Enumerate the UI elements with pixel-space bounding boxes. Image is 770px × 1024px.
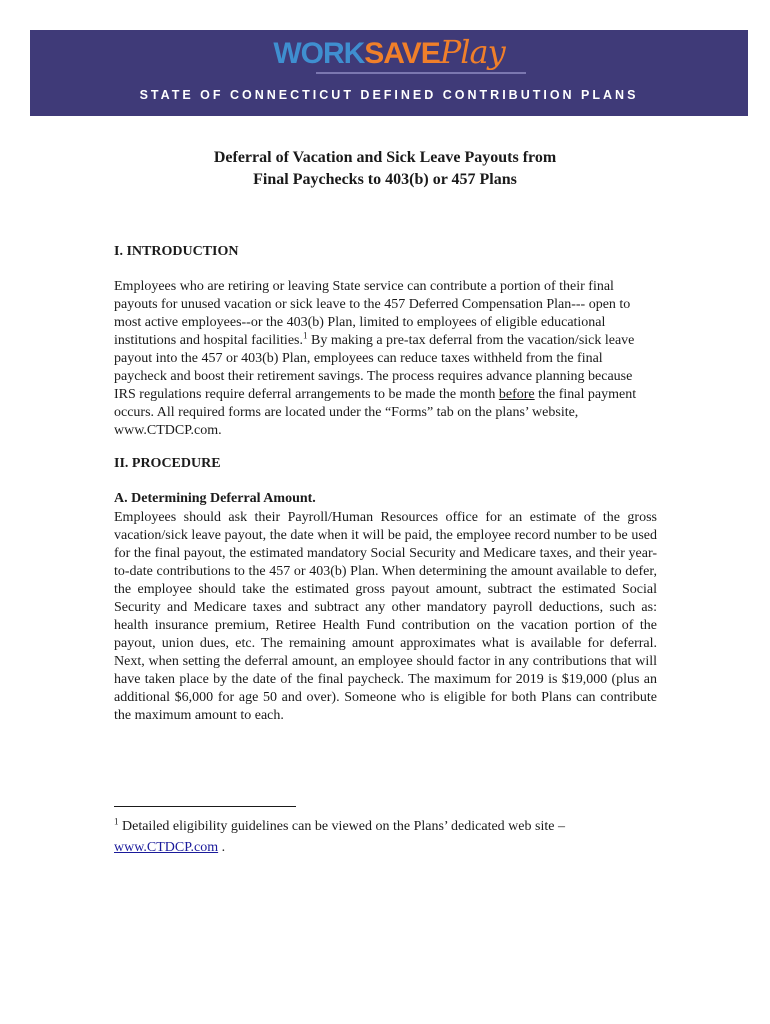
logo-play-text: Play bbox=[439, 33, 505, 71]
footnote-line-1 bbox=[114, 816, 674, 837]
footnote-reference[interactable]: 1 bbox=[302, 330, 308, 341]
procedure-paragraph: Employees should ask their Payroll/Human Resources office for an estimate of the gross vacation/sick leave payout, the date when it will be paid, the employee record number to be used for the final payout, the estimated mandatory Social Security and Medicare taxes, and their year-to-date contributions to the 457 or 403(b) Plan. When determining the amount available to defer, the employee should take the estimated gross payout amount, subtract the estimated Social Security and Medicare taxes and subtract any other mandatory payroll deductions, such as: health insurance premium, Retiree Health Fund contribution on the vacation portion of the payout, union dues, etc. The remaining amount approximates what is available for deferral. Next, when setting the deferral amount, an employee should factor in any contributions that will have taken place by the date of the final paycheck. The maximum for 2019 is $19,000 (plus an additional $6,000 for age 50 and over). Someone who is eligible for both Plans can contribute the maximum amount to each. bbox=[114, 510, 657, 723]
intro-text-1: Employees who are retiring or leaving State service can contribute a portion of their final payouts for unused vacation or sick leave to the 457 Deferred Compensation Plan--- open to most active employees--or the 403(b) Plan, limited to employees of eligible educational institutions and hospital facilities. bbox=[114, 279, 631, 348]
title-line-2: Final Paychecks to 403(b) or 457 Plans bbox=[253, 171, 517, 188]
footnote-divider bbox=[114, 806, 296, 807]
section-heading-introduction: I. INTRODUCTION bbox=[114, 244, 239, 259]
footnote bbox=[114, 816, 674, 858]
document-title bbox=[100, 147, 670, 191]
banner-subtitle: STATE OF CONNECTICUT DEFINED CONTRIBUTION PLANS bbox=[139, 88, 639, 102]
footnote-trailing: . bbox=[218, 840, 226, 855]
logo-work-text: WORK bbox=[273, 37, 365, 70]
footnote-text: Detailed eligibility guidelines can be viewed on the Plans’ dedicated web site – bbox=[118, 819, 565, 834]
underlined-word: before bbox=[498, 387, 535, 402]
subsection-title: . Determining Deferral Amount. bbox=[124, 491, 316, 506]
logo-underline bbox=[316, 72, 526, 74]
title-line-1: Deferral of Vacation and Sick Leave Payouts from bbox=[213, 149, 557, 166]
intro-text-3: the final payment occurs. All required forms are located under the “Forms” tab on the plans’ website, www.CTDCP.com. bbox=[114, 387, 637, 438]
ctdcp-link[interactable]: www.CTDCP.com bbox=[114, 840, 219, 855]
introduction-paragraph bbox=[114, 278, 657, 440]
subsection-heading bbox=[114, 491, 316, 507]
logo-save-text: SAVE bbox=[364, 37, 440, 70]
section-heading-procedure: II. PROCEDURE bbox=[114, 456, 221, 471]
footnote-line-2 bbox=[114, 837, 674, 858]
subsection-label: A bbox=[114, 491, 125, 506]
header-banner bbox=[30, 30, 748, 116]
intro-text-2: By making a pre-tax deferral from the vacation/sick leave payout into the 457 or 403(b) Plan, employees can reduce taxes withheld from the final paycheck and boost their retirement savings. The process requires advance planning because IRS regulations require deferral arrangements to be made the month bbox=[114, 333, 635, 402]
worksaveplay-logo bbox=[30, 32, 748, 74]
footnote-number: 1 bbox=[114, 816, 119, 827]
